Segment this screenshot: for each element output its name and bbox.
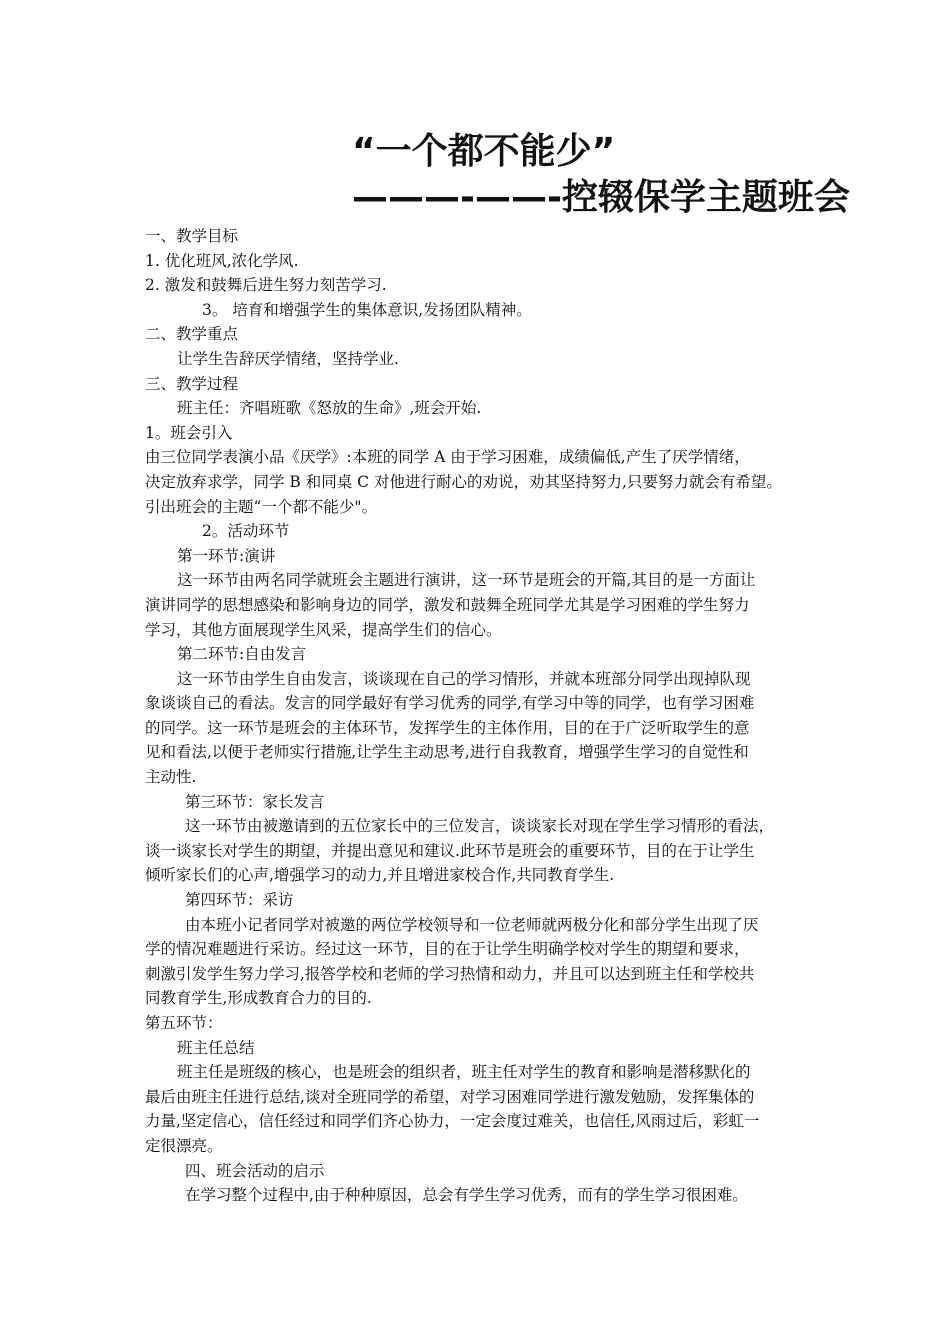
- text-line: 力量,坚定信心，信任经过和同学们齐心协力，一定会度过难关，也信任,风雨过后，彩虹一: [145, 1112, 760, 1131]
- text-line: 班主任总结: [177, 1038, 255, 1057]
- text-line: 2。活动环节: [202, 522, 290, 541]
- text-line: 让学生告辞厌学情绪，坚持学业.: [177, 349, 399, 368]
- text-line: 学习，其他方面展现学生风采，提高学生们的信心。: [145, 620, 502, 639]
- text-line: 象谈谈自己的看法。发言的同学最好有学习优秀的同学,有学习中等的同学，也有学习困难: [145, 694, 755, 713]
- text-line: 3。 培育和增强学生的集体意识,发扬团队精神。: [202, 300, 532, 319]
- text-line: 谈一谈家长对学生的期望，并提出意见和建议.此环节是班会的重要环节，目的在于让学生: [145, 841, 755, 860]
- text-line: 1。班会引入: [145, 423, 233, 442]
- text-line: 在学习整个过程中,由于种种原因，总会有学生学习优秀，而有的学生学习很困难。: [185, 1186, 748, 1205]
- text-line: 2. 激发和鼓舞后进生努力刻苦学习.: [145, 276, 387, 295]
- text-line: 演讲同学的思想感染和影响身边的同学，激发和鼓舞全班同学尤其是学习困难的学生努力: [145, 595, 750, 614]
- text-line: 第二环节:自由发言: [177, 645, 307, 664]
- text-line: 这一环节由被邀请到的五位家长中的三位发言，谈谈家长对现在学生学习情形的看法，: [185, 817, 775, 836]
- text-line: 引出班会的主题“一个都不能少"。: [145, 497, 378, 516]
- text-line: 第三环节：家长发言: [185, 792, 325, 811]
- text-line: 这一环节由学生自由发言，谈谈现在自己的学习情形，并就本班部分同学出现掉队现: [177, 669, 751, 688]
- text-line: 由三位同学表演小品《厌学》:本班的同学 A 由于学习困难，成绩偏低,产生了厌学情绪，: [145, 448, 750, 467]
- text-line: 1. 优化班风,浓化学风.: [145, 251, 299, 270]
- document-subtitle: ———-——-控辍保学主题班会: [352, 177, 850, 218]
- text-line: 主动性.: [145, 768, 197, 787]
- text-line: 刺激引发学生努力学习,报答学校和老师的学习热情和动力，并且可以达到班主任和学校共: [145, 964, 755, 983]
- text-line: 决定放弃求学，同学 B 和同桌 C 对他进行耐心的劝说，劝其坚持努力,只要努力就会有希望。: [145, 472, 782, 491]
- text-line: 第一环节:演讲: [177, 546, 276, 565]
- text-line: 四、班会活动的启示: [185, 1161, 325, 1180]
- document-title: “一个都不能少”: [352, 131, 616, 172]
- text-line: 的同学。这一环节是班会的主体环节，发挥学生的主体作用，目的在于广泛听取学生的意: [145, 718, 750, 737]
- text-line: 班主任：齐唱班歌《怒放的生命》,班会开始.: [177, 399, 482, 418]
- text-line: 二、教学重点: [145, 325, 239, 344]
- text-line: 见和看法,以便于老师实行措施,让学生主动思考,进行自我教育，增强学生学习的自觉性和: [145, 743, 749, 762]
- text-line: 倾听家长们的心声,增强学习的动力,并且增进家校合作,共同教育学生.: [145, 866, 615, 885]
- text-line: 班主任是班级的核心，也是班会的组织者，班主任对学生的教育和影响是潜移默化的: [177, 1063, 751, 1082]
- text-line: 学的情况难题进行采访。经过这一环节，目的在于让学生明确学校对学生的期望和要求，: [145, 940, 750, 959]
- text-line: 一、教学目标: [145, 227, 239, 245]
- text-line: 这一环节由两名同学就班会主题进行演讲，这一环节是班会的开篇,其目的是一方面让: [177, 571, 756, 590]
- text-line: 第五环节：: [145, 1014, 223, 1032]
- text-line: 三、教学过程: [145, 374, 239, 393]
- document-body: [145, 224, 815, 1208]
- text-line: 第四环节：采访: [185, 891, 294, 910]
- text-line: 同教育学生,形成教育合力的目的.: [145, 989, 372, 1008]
- text-line: 由本班小记者同学对被邀的两位学校领导和一位老师就两极分化和部分学生出现了厌: [185, 915, 759, 934]
- text-line: 定很漂亮。: [145, 1136, 223, 1155]
- text-line: 最后由班主任进行总结,谈对全班同学的希望，对学习困难同学进行激发勉励，发挥集体的: [145, 1087, 755, 1106]
